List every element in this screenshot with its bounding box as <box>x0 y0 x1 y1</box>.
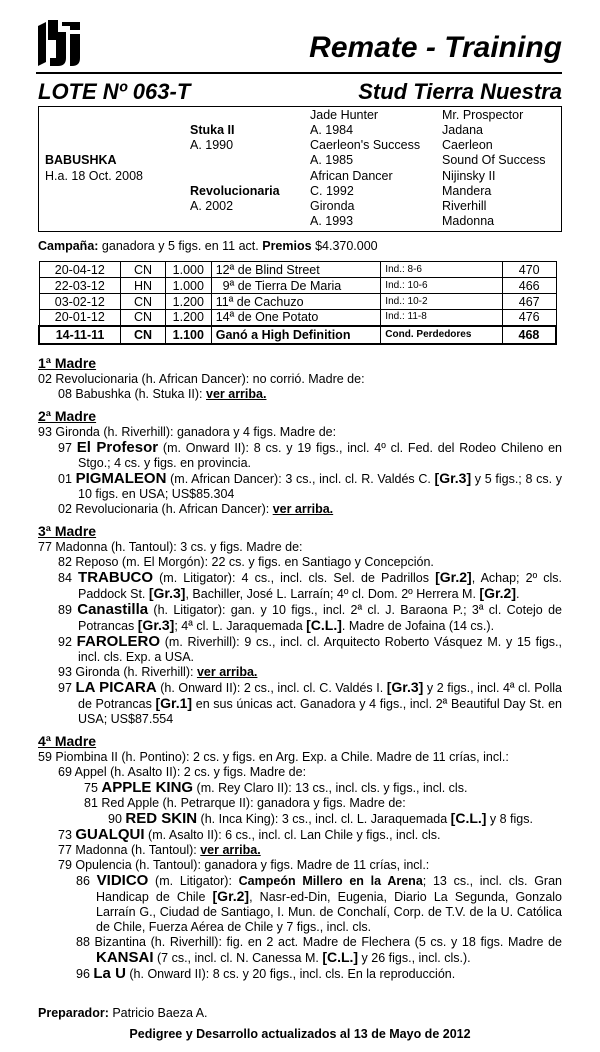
list-item: 86 VIDICO (m. Litigator): Campeón Millero en la Arena; 13 cs., incl. cls. Gran Handicap de Chile [Gr.2], Nasr-ed-Din, Eugenia, Diario La Segunda, Gonzalo Larraín G., Ciudad de Santiago, I. Mun. de Conchalí, Corp. de T.V. de la U. Católica de Chile, Fuerza Aérea de Chile y 7 figs., incl. cls. <box>76 872 563 934</box>
update-note: Pedigree y Desarrollo actualizados al 13 de Mayo de 2012 <box>129 1027 471 1041</box>
list-item: 69 Appel (h. Asalto II): 2 cs. y figs. Madre de: <box>58 765 307 779</box>
progeny-name: La U <box>93 965 126 982</box>
prizes-value: $4.370.000 <box>315 239 378 253</box>
progeny-name: PIGMALEON <box>75 470 167 487</box>
pedigree-notes <box>38 352 562 982</box>
race-distance: 1.200 <box>165 294 211 310</box>
section-heading: 2ª Madre <box>38 408 97 424</box>
list-item: 93 Gironda (h. Riverhill): ganadora y 4 figs. Madre de: <box>38 425 337 439</box>
table-row <box>39 326 556 344</box>
race-result: 14ª de One Potato <box>211 310 381 326</box>
list-item: 02 Revolucionaria (h. African Dancer): no corrió. Madre de: <box>38 372 365 386</box>
progeny-name: KANSAI <box>96 949 154 966</box>
trainer-name: Patricio Baeza A. <box>112 1006 208 1020</box>
list-item: 81 Red Apple (h. Petrarque II): ganadora y figs. Madre de: <box>84 796 406 810</box>
ancestor-5: Nijinsky II <box>442 169 496 183</box>
grandsire-2-year: A. 1985 <box>310 153 354 167</box>
ancestor-2: Jadana <box>442 123 484 137</box>
table-row <box>39 310 556 326</box>
table-row <box>39 278 556 294</box>
grandsire-1: Jade Hunter <box>310 108 379 122</box>
ancestor-3: Caerleon <box>442 138 493 152</box>
lot-number: LOTE Nº 063-T <box>38 79 191 104</box>
progeny-name: Canastilla <box>77 601 149 618</box>
list-item: 79 Opulencia (h. Tantoul): ganadora y figs. Madre de 11 crías, incl.: <box>58 858 430 872</box>
stud-logo <box>36 18 84 68</box>
race-condition: Ind.: 8-6 <box>381 262 503 278</box>
ancestor-4: Sound Of Success <box>442 153 546 167</box>
race-result: 12ª de Blind Street <box>211 262 381 278</box>
list-item: 02 Revolucionaria (h. African Dancer): ver arriba. <box>58 502 334 516</box>
list-item: 77 Madonna (h. Tantoul): 3 cs. y figs. Madre de: <box>38 540 303 554</box>
progeny-name: GUALQUI <box>75 826 145 843</box>
campaign-label: Campaña: <box>38 239 99 253</box>
list-item: 93 Gironda (h. Riverhill): ver arriba. <box>58 665 258 679</box>
grandsire-2: Caerleon's Success <box>310 138 421 152</box>
sire-year: A. 1990 <box>190 138 234 152</box>
list-item: 97 El Profesor (m. Onward II): 8 cs. y 19 figs., incl. 4º cl. Fed. del Rodeo Chileno en Stgo.; 4 cs. y figs. en provincia. <box>58 439 562 470</box>
race-date: 22-03-12 <box>39 278 121 294</box>
prizes-label: Premios <box>262 239 312 253</box>
race-condition: Cond. Perdedores <box>381 326 503 344</box>
race-condition: Ind.: 11-8 <box>381 310 503 326</box>
see-above-link: ver arriba. <box>200 843 261 857</box>
race-date: 03-02-12 <box>39 294 121 310</box>
list-item: 01 PIGMALEON (m. African Dancer): 3 cs., incl. cl. R. Valdés C. [Gr.3] y 5 figs.; 8 cs. y 10 figs. en USA; US$85.304 <box>58 470 562 501</box>
see-above-link: ver arriba. <box>196 665 258 679</box>
progeny-name: APPLE KING <box>101 779 194 796</box>
race-weight: 468 <box>502 326 556 344</box>
list-item: 90 RED SKIN (h. Inca King): 3 cs., incl. cl. L. Jaraquemada [C.L.] y 8 figs. <box>108 810 533 827</box>
page-title: Remate - Training <box>309 31 562 64</box>
list-item: 89 Canastilla (h. Litigator): gan. y 10 figs., incl. 2ª cl. J. Baraona P.; 3ª cl. Cotejo de Potrancas [Gr.3]; 4ª cl. L. Jaraquemada [C.L.]. Madre de Jofaina (14 cs.). <box>58 601 562 633</box>
campaign-text: ganadora y 5 figs. en 11 act. <box>101 239 259 253</box>
grandsire-1-year: A. 1984 <box>310 123 354 137</box>
table-row <box>39 262 556 278</box>
trainer: Preparador: Patricio Baeza A. <box>38 1006 208 1020</box>
list-item: 75 APPLE KING (m. Rey Claro II): 13 cs., incl. cls. y figs., incl. cls. <box>84 779 468 796</box>
ancestor-1: Mr. Prospector <box>442 108 524 122</box>
progeny-name: FAROLERO <box>76 633 160 650</box>
grandsire-4-year: A. 1993 <box>310 214 354 228</box>
race-date: 14-11-11 <box>39 326 121 344</box>
progeny-name: LA PICARA <box>75 679 157 696</box>
pedigree-box <box>38 106 562 232</box>
header-rule <box>36 72 562 74</box>
dam-name: Revolucionaria <box>190 184 280 198</box>
race-weight: 466 <box>502 278 556 294</box>
race-weight: 467 <box>502 294 556 310</box>
list-item: 77 Madonna (h. Tantoul): ver arriba. <box>58 843 261 857</box>
list-item: 88 Bizantina (h. Riverhill): fig. en 2 act. Madre de Flechera (5 cs. y 18 figs. Madre de KANSAI (7 cs., incl. cl. N. Canessa M. [C.L.] y 26 figs., incl. cls.). <box>76 935 562 966</box>
race-result: 9ª de Tierra De Maria <box>211 278 381 294</box>
campaign-summary <box>38 239 378 254</box>
grandsire-4: Gironda <box>310 199 355 213</box>
list-item: 08 Babushka (h. Stuka II): ver arriba. <box>58 387 267 401</box>
sire-name: Stuka II <box>190 123 235 137</box>
table-row <box>39 294 556 310</box>
see-above-link: ver arriba. <box>272 502 334 516</box>
race-condition: Ind.: 10-2 <box>381 294 503 310</box>
progeny-name: El Profesor <box>76 439 159 456</box>
race-weight: 470 <box>502 262 556 278</box>
list-item: 84 TRABUCO (m. Litigator): 4 cs., incl. cls. Sel. de Padrillos [Gr.2], Achap; 2º cls. Paddock St. [Gr.3], Bachiller, José L. Larraín; 4º cl. Dom. 2º Herrera M. [Gr.2]. <box>58 569 563 601</box>
ancestor-8: Madonna <box>442 214 495 228</box>
race-distance: 1.100 <box>165 326 211 344</box>
horse-name: BABUSHKA <box>45 153 117 167</box>
race-date: 20-01-12 <box>39 310 121 326</box>
race-track: CN <box>121 310 166 326</box>
race-track: CN <box>121 262 166 278</box>
list-item: 96 La U (h. Onward II): 8 cs. y 20 figs., incl. cls. En la reproducción. <box>76 965 456 982</box>
section-heading: 3ª Madre <box>38 523 97 539</box>
grandsire-3-year: C. 1992 <box>310 184 354 198</box>
race-track: CN <box>121 326 166 344</box>
see-above-link: ver arriba. <box>206 387 267 401</box>
race-distance: 1.000 <box>165 278 211 294</box>
section-heading: 4ª Madre <box>38 733 97 749</box>
race-track: HN <box>121 278 166 294</box>
section-heading: 1ª Madre <box>38 355 97 371</box>
race-table <box>38 261 557 345</box>
ancestor-6: Mandera <box>442 184 492 198</box>
list-item: 97 LA PICARA (h. Onward II): 2 cs., incl. cl. C. Valdés I. [Gr.3] y 2 figs., incl. 4ª cl. Polla de Potrancas [Gr.1] en sus únicas act. Ganadora y 4 figs., incl. 2ª Beautiful Day St. en USA; US$87.554 <box>58 679 562 726</box>
progeny-name: VIDICO <box>96 872 149 889</box>
list-item: 59 Piombina II (h. Pontino): 2 cs. y figs. en Arg. Exp. a Chile. Madre de 11 crías, incl.: <box>38 750 509 764</box>
race-result: Ganó a High Definition <box>211 326 381 344</box>
ancestor-7: Riverhill <box>442 199 487 213</box>
stud-name: Stud Tierra Nuestra <box>358 79 562 104</box>
race-result: 11ª de Cachuzo <box>211 294 381 310</box>
race-distance: 1.000 <box>165 262 211 278</box>
dam-year: A. 2002 <box>190 199 234 213</box>
race-condition: Ind.: 10-6 <box>381 278 503 294</box>
progeny-name: TRABUCO <box>78 569 154 586</box>
grandsire-3: African Dancer <box>310 169 393 183</box>
list-item: 92 FAROLERO (m. Riverhill): 9 cs., incl. cl. Arquitecto Roberto Vásquez M. y 15 figs., incl. cls. Exp. a USA. <box>58 633 562 664</box>
progeny-name: RED SKIN <box>125 810 198 827</box>
race-date: 20-04-12 <box>39 262 121 278</box>
list-item: 73 GUALQUI (m. Asalto II): 6 cs., incl. cl. Lan Chile y figs., incl. cls. <box>58 826 441 843</box>
list-item: 82 Reposo (m. El Morgón): 22 cs. y figs. en Santiago y Concepción. <box>58 555 434 569</box>
race-weight: 476 <box>502 310 556 326</box>
race-distance: 1.200 <box>165 310 211 326</box>
horse-info: H.a. 18 Oct. 2008 <box>45 169 143 183</box>
race-track: CN <box>121 294 166 310</box>
